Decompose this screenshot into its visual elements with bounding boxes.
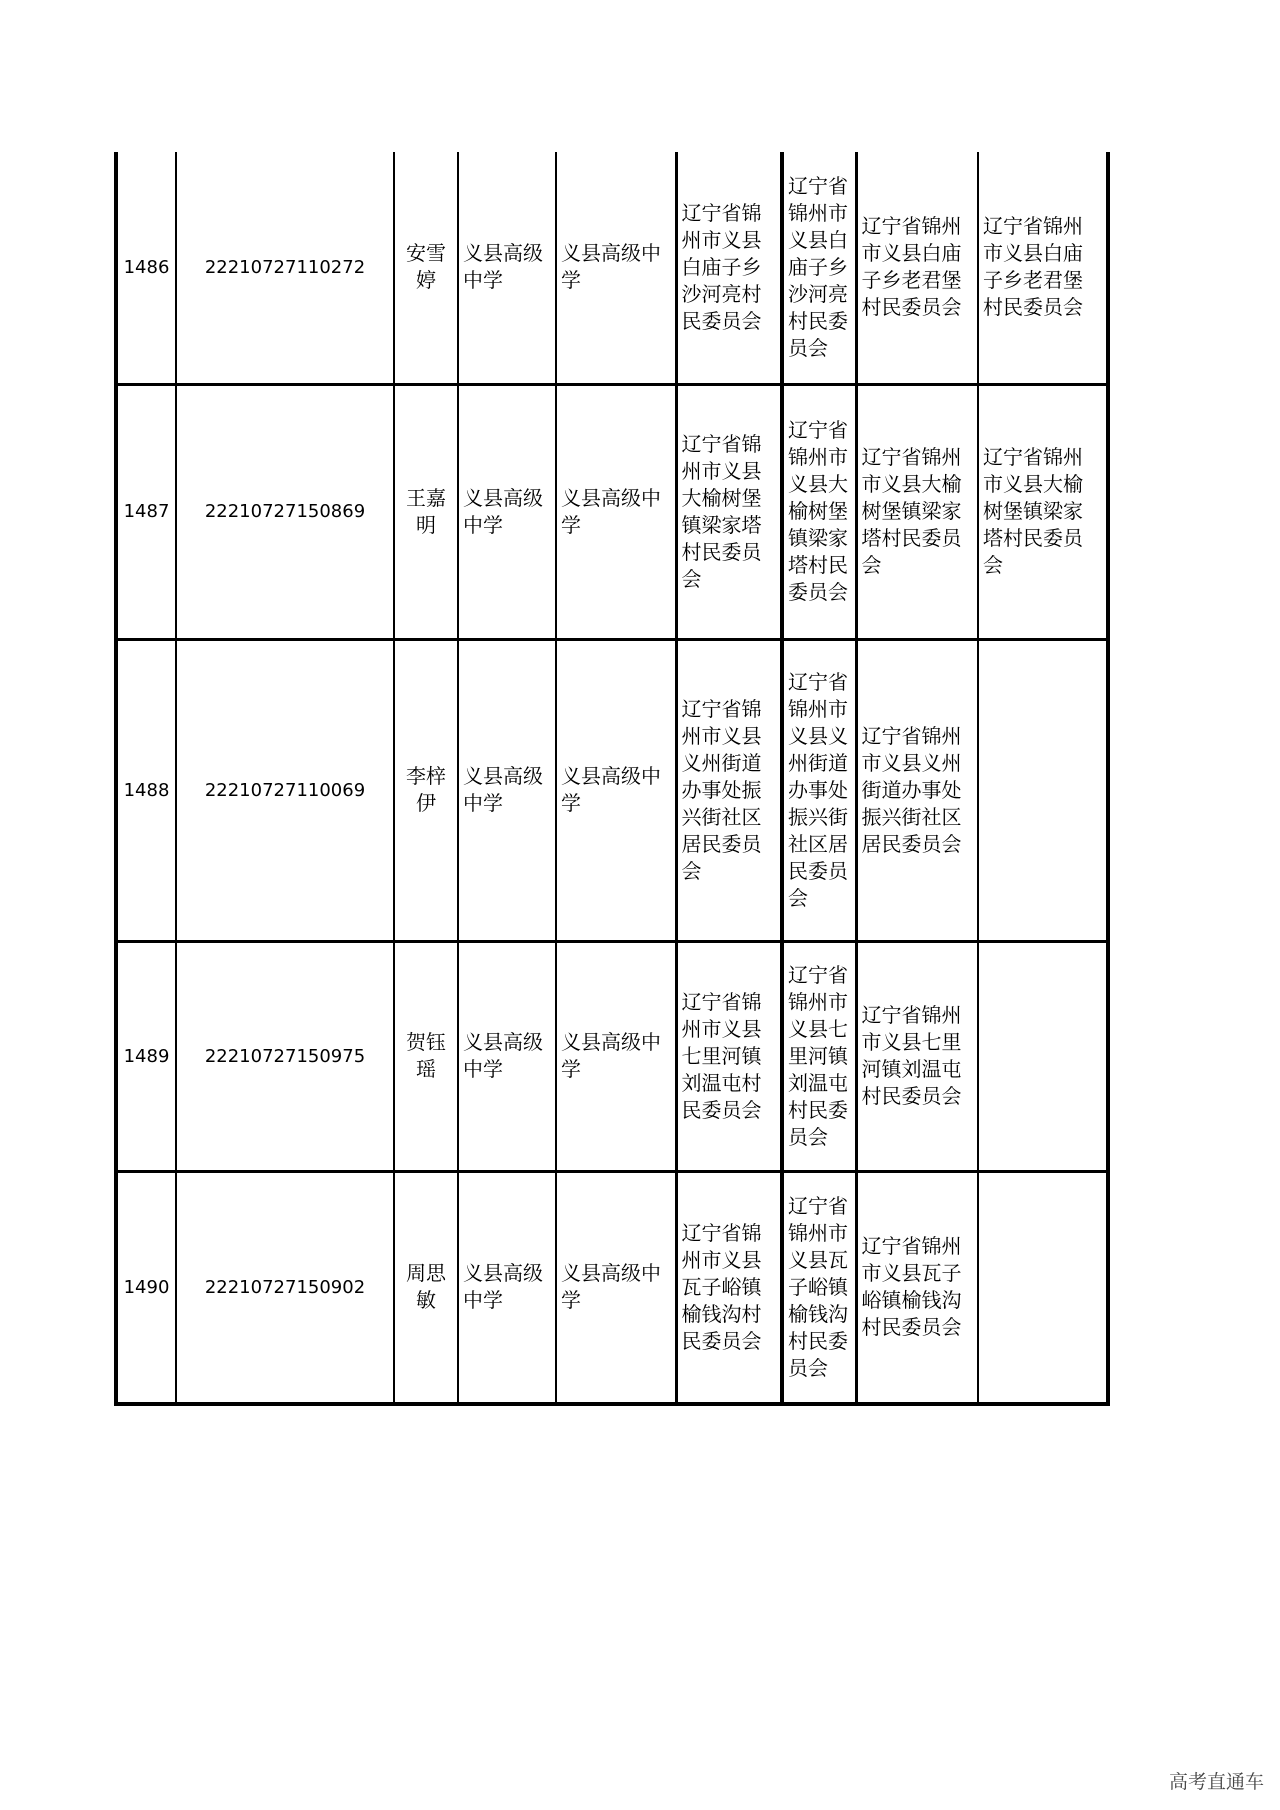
name-cell: 贺钰瑶 — [394, 941, 458, 1171]
address-cell-3: 辽宁省锦州市义县大榆树堡镇梁家塔村民委员会 — [856, 384, 978, 639]
address-cell-1: 辽宁省锦州市义县白庙子乡沙河亮村民委员会 — [676, 152, 782, 384]
address-cell-2: 辽宁省锦州市义县大榆树堡镇梁家塔村民委员会 — [782, 384, 856, 639]
address-cell-4 — [978, 1171, 1108, 1404]
address-cell-4: 辽宁省锦州市义县大榆树堡镇梁家塔村民委员会 — [978, 384, 1108, 639]
school-cell: 义县高级中学 — [458, 384, 556, 639]
exam-number-cell: 22210727110069 — [176, 639, 394, 941]
address-cell-2: 辽宁省锦州市义县义州街道办事处振兴街社区居民委员会 — [782, 639, 856, 941]
address-cell-1: 辽宁省锦州市义县大榆树堡镇梁家塔村民委员会 — [676, 384, 782, 639]
index-cell: 1486 — [116, 152, 176, 384]
address-cell-4 — [978, 941, 1108, 1171]
name-cell: 周思敏 — [394, 1171, 458, 1404]
exam-number-cell: 22210727110272 — [176, 152, 394, 384]
index-cell: 1488 — [116, 639, 176, 941]
table-row — [116, 1171, 1108, 1404]
address-cell-1: 辽宁省锦州市义县瓦子峪镇榆钱沟村民委员会 — [676, 1171, 782, 1404]
name-cell: 李梓伊 — [394, 639, 458, 941]
index-cell: 1487 — [116, 384, 176, 639]
school-cell-secondary: 义县高级中学 — [556, 941, 676, 1171]
school-cell-secondary: 义县高级中学 — [556, 384, 676, 639]
address-cell-2: 辽宁省锦州市义县瓦子峪镇榆钱沟村民委员会 — [782, 1171, 856, 1404]
table-row — [116, 941, 1108, 1171]
exam-number-cell: 22210727150902 — [176, 1171, 394, 1404]
name-cell: 安雪婷 — [394, 152, 458, 384]
table-row — [116, 152, 1108, 384]
address-cell-4 — [978, 639, 1108, 941]
exam-number-cell: 22210727150869 — [176, 384, 394, 639]
school-cell: 义县高级中学 — [458, 152, 556, 384]
address-cell-3: 辽宁省锦州市义县白庙子乡老君堡村民委员会 — [856, 152, 978, 384]
address-cell-2: 辽宁省锦州市义县白庙子乡沙河亮村民委员会 — [782, 152, 856, 384]
address-cell-2: 辽宁省锦州市义县七里河镇刘温屯村民委员会 — [782, 941, 856, 1171]
school-cell: 义县高级中学 — [458, 941, 556, 1171]
exam-number-cell: 22210727150975 — [176, 941, 394, 1171]
address-cell-1: 辽宁省锦州市义县义州街道办事处振兴街社区居民委员会 — [676, 639, 782, 941]
index-cell: 1490 — [116, 1171, 176, 1404]
address-cell-3: 辽宁省锦州市义县瓦子峪镇榆钱沟村民委员会 — [856, 1171, 978, 1404]
address-cell-4: 辽宁省锦州市义县白庙子乡老君堡村民委员会 — [978, 152, 1108, 384]
address-cell-3: 辽宁省锦州市义县七里河镇刘温屯村民委员会 — [856, 941, 978, 1171]
address-cell-3: 辽宁省锦州市义县义州街道办事处振兴街社区居民委员会 — [856, 639, 978, 941]
school-cell-secondary: 义县高级中学 — [556, 639, 676, 941]
address-cell-1: 辽宁省锦州市义县七里河镇刘温屯村民委员会 — [676, 941, 782, 1171]
school-cell: 义县高级中学 — [458, 639, 556, 941]
table-row — [116, 384, 1108, 639]
name-cell: 王嘉明 — [394, 384, 458, 639]
watermark: 高考直通车 — [1168, 1771, 1264, 1793]
index-cell: 1489 — [116, 941, 176, 1171]
school-cell: 义县高级中学 — [458, 1171, 556, 1404]
school-cell-secondary: 义县高级中学 — [556, 1171, 676, 1404]
roster-table — [114, 152, 1110, 1406]
school-cell-secondary: 义县高级中学 — [556, 152, 676, 384]
table-row — [116, 639, 1108, 941]
